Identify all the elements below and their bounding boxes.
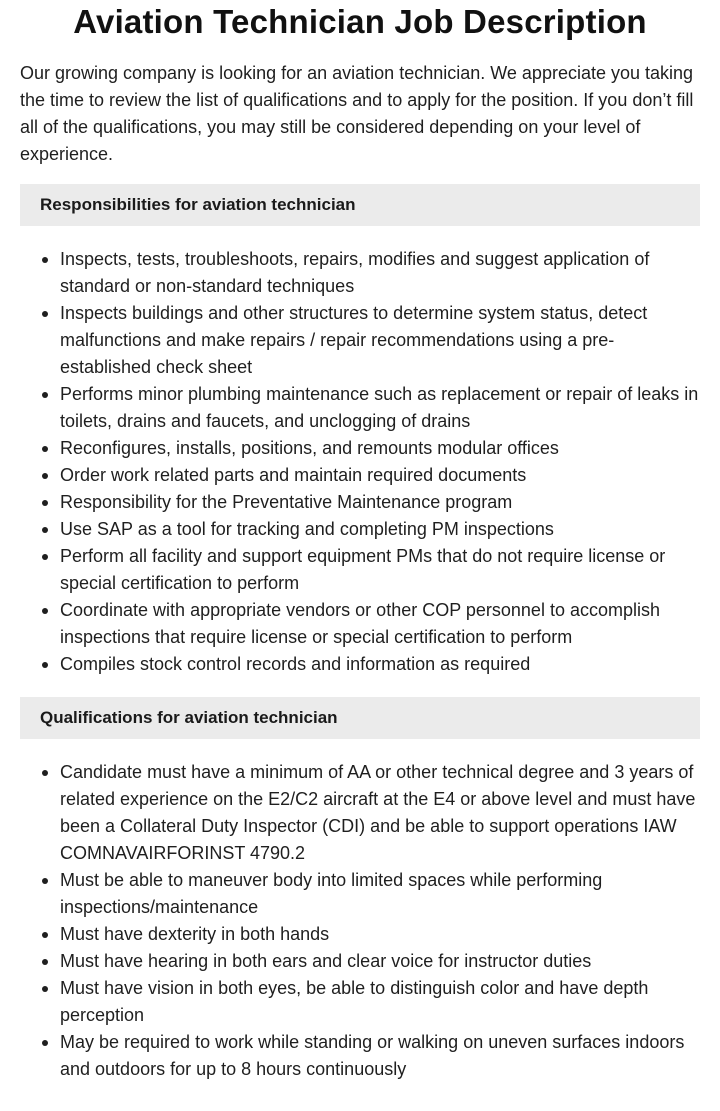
list-item: Must have hearing in both ears and clear voice for instructor duties xyxy=(60,948,700,975)
list-item: Must have dexterity in both hands xyxy=(60,921,700,948)
list-item: Coordinate with appropriate vendors or other COP personnel to accomplish inspections that require license or special certification to perform xyxy=(60,597,700,651)
qualifications-header xyxy=(20,697,700,739)
list-item: Must have vision in both eyes, be able to distinguish color and have depth perception xyxy=(60,975,700,1029)
list-item: Responsibility for the Preventative Maintenance program xyxy=(60,489,700,516)
list-item: Compiles stock control records and information as required xyxy=(60,651,700,678)
responsibilities-header xyxy=(20,184,700,226)
list-item: Must be able to maneuver body into limited spaces while performing inspections/maintenance xyxy=(60,867,700,921)
list-item: Perform all facility and support equipment PMs that do not require license or special certification to perform xyxy=(60,543,700,597)
responsibilities-heading: Responsibilities for aviation technician xyxy=(40,195,356,214)
intro-paragraph: Our growing company is looking for an aviation technician. We appreciate you taking the time to review the list of qualifications and to apply for the position. If you don’t fill all of the qualifications, you may still be considered depending on your level of experience. xyxy=(20,63,694,164)
list-item: Inspects buildings and other structures to determine system status, detect malfunctions and make repairs / repair recommendations using a pre-established check sheet xyxy=(60,300,700,381)
list-item: Inspects, tests, troubleshoots, repairs, modifies and suggest application of standard or non-standard techniques xyxy=(60,246,700,300)
list-item: Candidate must have a minimum of AA or other technical degree and 3 years of related experience on the E2/C2 aircraft at the E4 or above level and must have been a Collateral Duty Inspector (CDI) and be able to support operations IAW COMNAVAIRFORINST 4790.2 xyxy=(60,759,700,867)
qualifications-list xyxy=(20,759,700,1083)
qualifications-heading: Qualifications for aviation technician xyxy=(40,708,338,727)
responsibilities-list xyxy=(20,246,700,678)
list-item: Use SAP as a tool for tracking and completing PM inspections xyxy=(60,516,700,543)
list-item: May be required to work while standing or walking on uneven surfaces indoors and outdoors for up to 8 hours continuously xyxy=(60,1029,700,1083)
list-item: Performs minor plumbing maintenance such as replacement or repair of leaks in toilets, drains and faucets, and unclogging of drains xyxy=(60,381,700,435)
list-item: Reconfigures, installs, positions, and remounts modular offices xyxy=(60,435,700,462)
list-item: Order work related parts and maintain required documents xyxy=(60,462,700,489)
page-title: Aviation Technician Job Description xyxy=(73,3,647,40)
